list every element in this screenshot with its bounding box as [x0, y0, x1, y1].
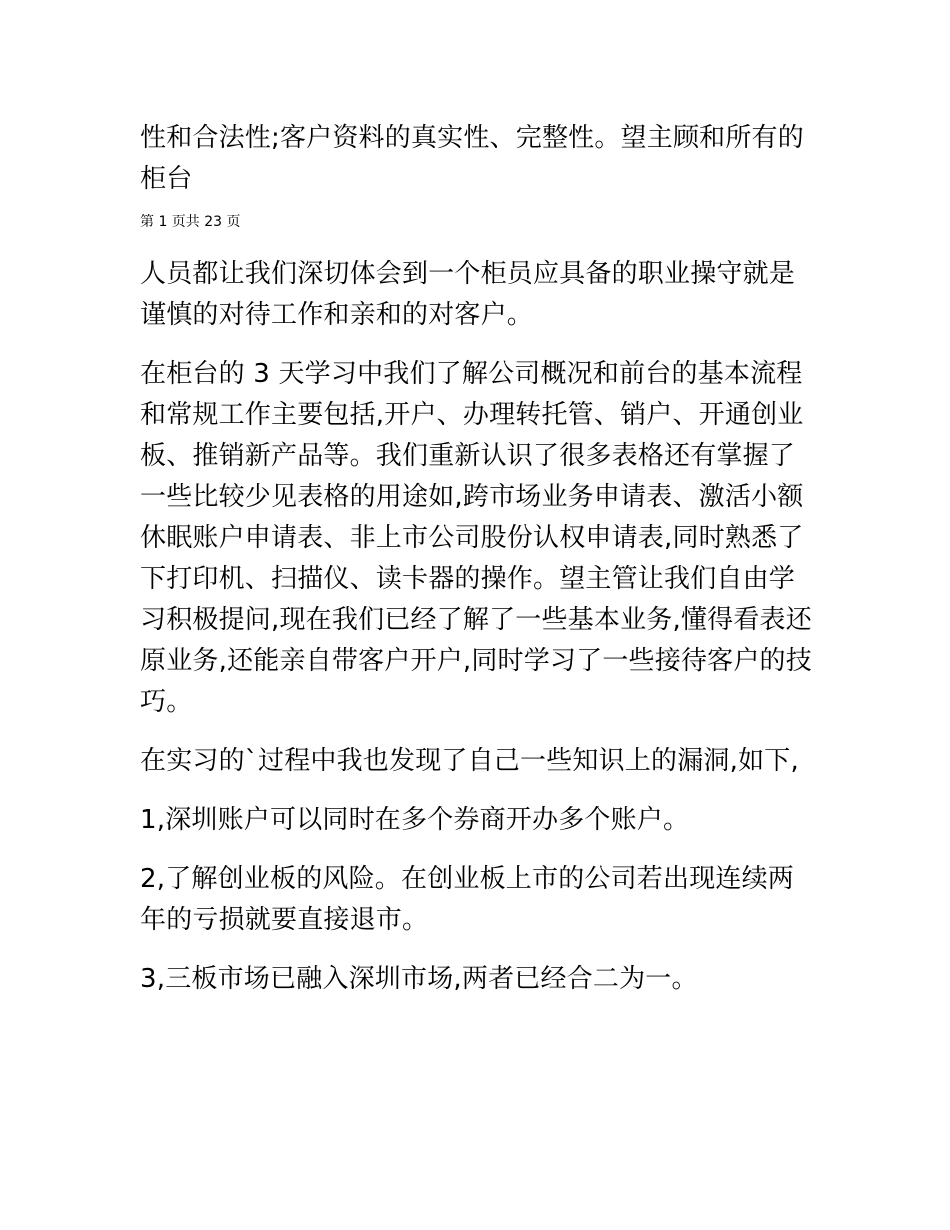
paragraph-1: 性和合法性;客户资料的真实性、完整性。望主顾和所有的柜台	[140, 123, 804, 194]
paragraph-6: 2,了解创业板的风险。在创业板上市的公司若出现连续两年的亏损就要直接退市。	[140, 864, 795, 935]
page-number-note: 第 1 页共 23 页	[140, 214, 241, 230]
document-content	[140, 118, 812, 1000]
paragraph-4: 在实习的`过程中我也发现了自己一些知识上的漏洞,如下,	[140, 746, 799, 776]
paragraph-7: 3,三板市场已融入深圳市场,两者已经合二为一。	[140, 964, 698, 994]
paragraph-3: 在柜台的 3 天学习中我们了解公司概况和前台的基本流程和常规工作主要包括,开户、办理转托管、销户、开通创业板、推销新产品等。我们重新认识了很多表格还有掌握了一些比较少见表格的用途如,跨市场业务申请表、激活小额休眠账户申请表、非上市公司股份认权申请表,同时熟悉了下打印机、扫描仪、读卡器的操作。望主管让我们自由学习积极提问,现在我们已经了解了一些基本业务,懂得看表还原业务,还能亲自带客户开户,同时学习了一些接待客户的技巧。	[140, 359, 812, 717]
paragraph-5: 1,深圳账户可以同时在多个券商开办多个账户。	[140, 805, 690, 835]
paragraph-2: 人员都让我们深切体会到一个柜员应具备的职业操守就是谨慎的对待工作和亲和的对客户。	[140, 259, 796, 330]
